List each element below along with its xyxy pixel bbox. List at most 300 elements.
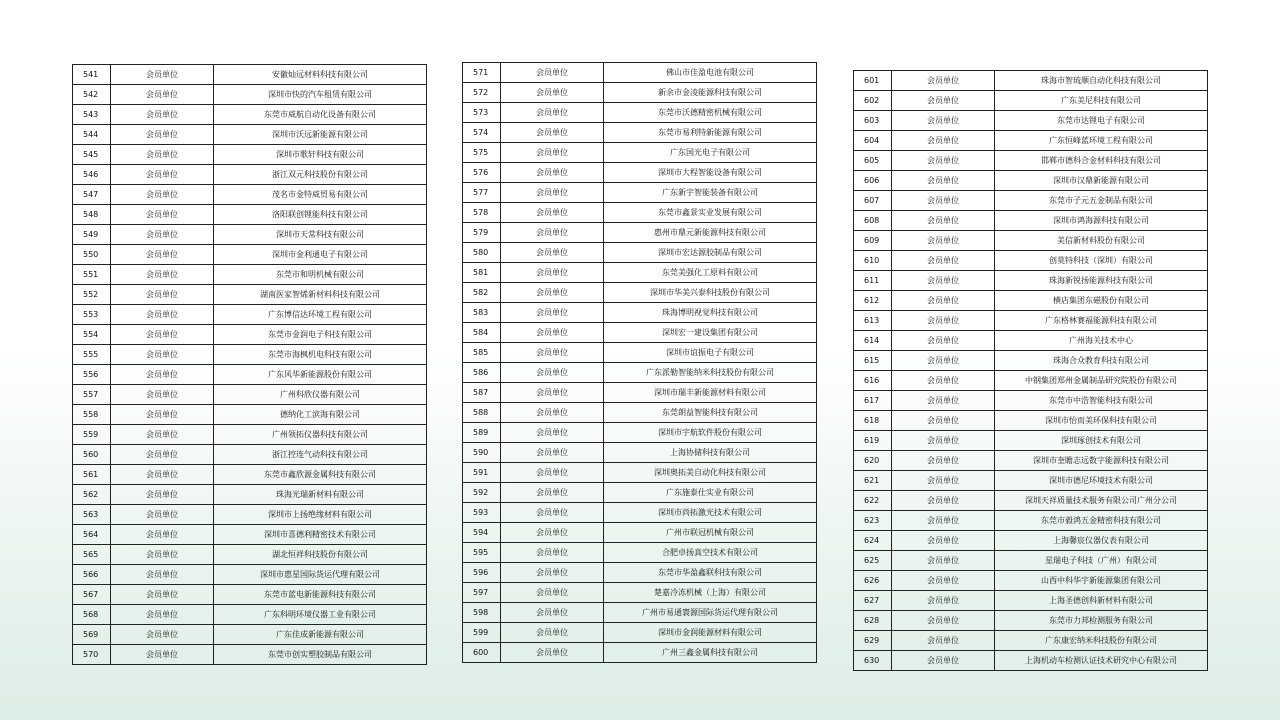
table-row	[73, 325, 427, 345]
table-row	[463, 363, 817, 383]
member-category: 会员单位	[892, 611, 995, 631]
row-number: 599	[463, 623, 501, 643]
company-name: 广东施泰仕实业有限公司	[604, 483, 817, 503]
company-name: 深圳市怡而美环保科技有限公司	[995, 411, 1208, 431]
member-category: 会员单位	[892, 331, 995, 351]
member-category: 会员单位	[892, 391, 995, 411]
row-number: 566	[73, 565, 111, 585]
company-name: 东莞市创实塑胶制品有限公司	[214, 645, 427, 665]
row-number: 590	[463, 443, 501, 463]
member-category: 会员单位	[501, 523, 604, 543]
company-name: 广州海关技术中心	[995, 331, 1208, 351]
company-name: 横店集团东磁股份有限公司	[995, 291, 1208, 311]
member-category: 会员单位	[892, 71, 995, 91]
table-row	[73, 505, 427, 525]
member-category: 会员单位	[111, 65, 214, 85]
company-name: 东莞美强化工原料有限公司	[604, 263, 817, 283]
member-category: 会员单位	[501, 643, 604, 663]
company-name: 广东恒峰蓝环境工程有限公司	[995, 131, 1208, 151]
company-name: 安徽灿远材料科技有限公司	[214, 65, 427, 85]
table-row	[463, 323, 817, 343]
member-category: 会员单位	[111, 165, 214, 185]
company-name: 深圳市金利通电子有限公司	[214, 245, 427, 265]
member-table-1	[72, 64, 427, 665]
member-category: 会员单位	[111, 365, 214, 385]
company-name: 德纳化工滨海有限公司	[214, 405, 427, 425]
member-category: 会员单位	[892, 91, 995, 111]
company-name: 珠海新锐扬能源科技有限公司	[995, 271, 1208, 291]
company-name: 广东新宇智能装备有限公司	[604, 183, 817, 203]
row-number: 563	[73, 505, 111, 525]
member-category: 会员单位	[501, 243, 604, 263]
company-name: 广州科欣仪器有限公司	[214, 385, 427, 405]
row-number: 627	[854, 591, 892, 611]
row-number: 576	[463, 163, 501, 183]
row-number: 630	[854, 651, 892, 671]
company-name: 东莞市和明机械有限公司	[214, 265, 427, 285]
member-category: 会员单位	[111, 385, 214, 405]
member-category: 会员单位	[111, 565, 214, 585]
table-row	[463, 223, 817, 243]
company-name: 深圳宏一建设集团有限公司	[604, 323, 817, 343]
company-name: 广东格林赛福能源科技有限公司	[995, 311, 1208, 331]
member-category: 会员单位	[501, 603, 604, 623]
company-name: 广州领拓仪器科技有限公司	[214, 425, 427, 445]
company-name: 浙江控连气动科技有限公司	[214, 445, 427, 465]
row-number: 582	[463, 283, 501, 303]
row-number: 584	[463, 323, 501, 343]
company-name: 上海协储科技有限公司	[604, 443, 817, 463]
company-name: 深圳市上扬绝缘材料有限公司	[214, 505, 427, 525]
table-row	[854, 651, 1208, 671]
member-category: 会员单位	[111, 545, 214, 565]
company-name: 东莞市力邦检测服务有限公司	[995, 611, 1208, 631]
row-number: 559	[73, 425, 111, 445]
member-category: 会员单位	[892, 111, 995, 131]
company-name: 深圳市德尼环境技术有限公司	[995, 471, 1208, 491]
member-category: 会员单位	[892, 151, 995, 171]
member-category: 会员单位	[892, 451, 995, 471]
company-name: 广州市易通寰源国际货运代理有限公司	[604, 603, 817, 623]
table-row	[854, 591, 1208, 611]
row-number: 586	[463, 363, 501, 383]
member-category: 会员单位	[892, 251, 995, 271]
member-category: 会员单位	[501, 623, 604, 643]
company-name: 广东科明环境仪器工业有限公司	[214, 605, 427, 625]
table-row	[73, 85, 427, 105]
company-name: 东莞市华盈鑫联科技有限公司	[604, 563, 817, 583]
row-number: 552	[73, 285, 111, 305]
member-category: 会员单位	[892, 371, 995, 391]
member-category: 会员单位	[111, 205, 214, 225]
member-category: 会员单位	[501, 63, 604, 83]
table-row	[854, 511, 1208, 531]
table-row	[463, 423, 817, 443]
table-row	[73, 425, 427, 445]
row-number: 558	[73, 405, 111, 425]
member-category: 会员单位	[892, 431, 995, 451]
company-name: 浙江双元科技股份有限公司	[214, 165, 427, 185]
row-number: 547	[73, 185, 111, 205]
company-name: 惠州市鼎元新能源科技有限公司	[604, 223, 817, 243]
company-name: 山西中科华宇新能源集团有限公司	[995, 571, 1208, 591]
member-category: 会员单位	[111, 525, 214, 545]
company-name: 深圳市奎瞻志远数字能源科技有限公司	[995, 451, 1208, 471]
table-row	[854, 471, 1208, 491]
table-row	[463, 463, 817, 483]
row-number: 603	[854, 111, 892, 131]
table-row	[73, 165, 427, 185]
table-row	[463, 303, 817, 323]
member-category: 会员单位	[501, 123, 604, 143]
member-category: 会员单位	[892, 411, 995, 431]
table-row	[463, 383, 817, 403]
row-number: 610	[854, 251, 892, 271]
member-category: 会员单位	[111, 145, 214, 165]
table-row	[463, 243, 817, 263]
table-row	[854, 71, 1208, 91]
company-name: 深圳天祥质量技术服务有限公司广州分公司	[995, 491, 1208, 511]
company-name: 东莞市子元五金制品有限公司	[995, 191, 1208, 211]
row-number: 595	[463, 543, 501, 563]
company-name: 深圳市喜德利精密技术有限公司	[214, 525, 427, 545]
member-category: 会员单位	[111, 465, 214, 485]
row-number: 598	[463, 603, 501, 623]
row-number: 561	[73, 465, 111, 485]
row-number: 625	[854, 551, 892, 571]
member-category: 会员单位	[501, 563, 604, 583]
member-category: 会员单位	[892, 531, 995, 551]
member-category: 会员单位	[501, 423, 604, 443]
member-category: 会员单位	[501, 463, 604, 483]
member-category: 会员单位	[111, 505, 214, 525]
table-row	[463, 543, 817, 563]
company-name: 广东风华新能源股份有限公司	[214, 365, 427, 385]
company-name: 珠海博明视觉科技有限公司	[604, 303, 817, 323]
table-row	[73, 585, 427, 605]
row-number: 571	[463, 63, 501, 83]
row-number: 601	[854, 71, 892, 91]
member-category: 会员单位	[111, 85, 214, 105]
table-row	[854, 571, 1208, 591]
table-row	[463, 643, 817, 663]
member-category: 会员单位	[892, 351, 995, 371]
company-name: 东莞市鑫欣源金属科技有限公司	[214, 465, 427, 485]
company-name: 东莞市毅鸿五金精密科技有限公司	[995, 511, 1208, 531]
member-table-3	[853, 70, 1208, 671]
company-name: 深圳市天常科技有限公司	[214, 225, 427, 245]
member-category: 会员单位	[111, 285, 214, 305]
row-number: 551	[73, 265, 111, 285]
member-category: 会员单位	[892, 271, 995, 291]
company-name: 广东康宏纳米科技股份有限公司	[995, 631, 1208, 651]
table-row	[463, 123, 817, 143]
member-category: 会员单位	[501, 503, 604, 523]
row-number: 588	[463, 403, 501, 423]
member-category: 会员单位	[111, 605, 214, 625]
table-row	[73, 625, 427, 645]
company-name: 东莞朗益智能科技有限公司	[604, 403, 817, 423]
member-table-3-body	[854, 71, 1208, 671]
row-number: 573	[463, 103, 501, 123]
member-category: 会员单位	[892, 471, 995, 491]
table-row	[463, 203, 817, 223]
company-name: 广东派勒智能纳米科技股份有限公司	[604, 363, 817, 383]
member-category: 会员单位	[892, 631, 995, 651]
row-number: 579	[463, 223, 501, 243]
table-row	[73, 485, 427, 505]
table-row	[73, 125, 427, 145]
member-category: 会员单位	[501, 543, 604, 563]
company-name: 深圳市华美兴泰科技股份有限公司	[604, 283, 817, 303]
company-name: 茂名市金特威贸易有限公司	[214, 185, 427, 205]
company-name: 佛山市佳盈电池有限公司	[604, 63, 817, 83]
company-name: 深圳市惠星国际货运代理有限公司	[214, 565, 427, 585]
company-name: 广东佳成新能源有限公司	[214, 625, 427, 645]
member-category: 会员单位	[501, 383, 604, 403]
company-name: 东莞市威航自动化设备有限公司	[214, 105, 427, 125]
table-row	[854, 251, 1208, 271]
table-row	[463, 523, 817, 543]
company-name: 深圳琢创技术有限公司	[995, 431, 1208, 451]
table-row	[854, 391, 1208, 411]
company-name: 珠海市智琉顺自动化科技有限公司	[995, 71, 1208, 91]
member-category: 会员单位	[892, 171, 995, 191]
row-number: 621	[854, 471, 892, 491]
table-row	[73, 545, 427, 565]
table-row	[73, 525, 427, 545]
row-number: 557	[73, 385, 111, 405]
company-name: 中钢集团郑州金属制品研究院股份有限公司	[995, 371, 1208, 391]
row-number: 596	[463, 563, 501, 583]
company-name: 星瑞电子科技（广州）有限公司	[995, 551, 1208, 571]
member-category: 会员单位	[892, 291, 995, 311]
company-name: 广州三鑫金属科技有限公司	[604, 643, 817, 663]
company-name: 东莞市鑫景实业发展有限公司	[604, 203, 817, 223]
table-row	[73, 185, 427, 205]
table-row	[854, 151, 1208, 171]
company-name: 深圳奥拓美自动化科技有限公司	[604, 463, 817, 483]
member-category: 会员单位	[111, 245, 214, 265]
company-name: 东莞市达锂电子有限公司	[995, 111, 1208, 131]
company-name: 深圳市大程智能设备有限公司	[604, 163, 817, 183]
row-number: 604	[854, 131, 892, 151]
row-number: 620	[854, 451, 892, 471]
member-category: 会员单位	[501, 103, 604, 123]
table-row	[463, 403, 817, 423]
table-row	[463, 163, 817, 183]
table-row	[73, 405, 427, 425]
table-row	[73, 105, 427, 125]
company-name: 东莞市蓝电新能源科技有限公司	[214, 585, 427, 605]
table-row	[463, 603, 817, 623]
row-number: 554	[73, 325, 111, 345]
company-name: 东莞市沃德精密机械有限公司	[604, 103, 817, 123]
member-category: 会员单位	[501, 203, 604, 223]
table-row	[73, 205, 427, 225]
company-name: 合肥卓扬真空技术有限公司	[604, 543, 817, 563]
member-category: 会员单位	[111, 425, 214, 445]
member-category: 会员单位	[892, 491, 995, 511]
row-number: 542	[73, 85, 111, 105]
company-name: 东莞市中浩智能科技有限公司	[995, 391, 1208, 411]
company-name: 深圳市鸿海源科技有限公司	[995, 211, 1208, 231]
table-row	[73, 605, 427, 625]
member-category: 会员单位	[892, 191, 995, 211]
row-number: 580	[463, 243, 501, 263]
company-name: 深圳市宏达源胶制品有限公司	[604, 243, 817, 263]
table-row	[463, 143, 817, 163]
member-table-2	[462, 62, 817, 663]
company-name: 洛阳联创锂能科技有限公司	[214, 205, 427, 225]
row-number: 564	[73, 525, 111, 545]
table-row	[73, 305, 427, 325]
row-number: 560	[73, 445, 111, 465]
member-category: 会员单位	[501, 263, 604, 283]
table-row	[854, 451, 1208, 471]
row-number: 544	[73, 125, 111, 145]
company-name: 深圳市金润能源材料有限公司	[604, 623, 817, 643]
member-category: 会员单位	[111, 645, 214, 665]
company-name: 广东国光电子有限公司	[604, 143, 817, 163]
row-number: 592	[463, 483, 501, 503]
row-number: 570	[73, 645, 111, 665]
company-name: 广东博信达环境工程有限公司	[214, 305, 427, 325]
table-row	[854, 491, 1208, 511]
table-row	[463, 483, 817, 503]
company-name: 东莞市金润电子科技有限公司	[214, 325, 427, 345]
row-number: 614	[854, 331, 892, 351]
member-category: 会员单位	[501, 303, 604, 323]
member-category: 会员单位	[501, 403, 604, 423]
table-row	[73, 445, 427, 465]
company-name: 深圳市宇航软件股份有限公司	[604, 423, 817, 443]
member-category: 会员单位	[892, 211, 995, 231]
row-number: 594	[463, 523, 501, 543]
table-row	[463, 263, 817, 283]
member-category: 会员单位	[111, 585, 214, 605]
member-category: 会员单位	[111, 265, 214, 285]
table-row	[73, 565, 427, 585]
row-number: 574	[463, 123, 501, 143]
table-row	[73, 245, 427, 265]
member-category: 会员单位	[501, 583, 604, 603]
row-number: 545	[73, 145, 111, 165]
company-name: 湖南医家智烯新材料科技有限公司	[214, 285, 427, 305]
member-category: 会员单位	[111, 125, 214, 145]
company-name: 深圳市谊振电子有限公司	[604, 343, 817, 363]
member-category: 会员单位	[111, 405, 214, 425]
company-name: 东莞市海枫机电科技有限公司	[214, 345, 427, 365]
member-category: 会员单位	[892, 131, 995, 151]
member-category: 会员单位	[501, 283, 604, 303]
row-number: 587	[463, 383, 501, 403]
company-name: 东莞市易利特新能源有限公司	[604, 123, 817, 143]
table-row	[854, 111, 1208, 131]
table-row	[854, 331, 1208, 351]
table-row	[73, 465, 427, 485]
row-number: 562	[73, 485, 111, 505]
company-name: 深圳市沃远新能源有限公司	[214, 125, 427, 145]
member-category: 会员单位	[111, 485, 214, 505]
table-row	[463, 283, 817, 303]
member-category: 会员单位	[501, 143, 604, 163]
table-row	[854, 91, 1208, 111]
member-category: 会员单位	[111, 305, 214, 325]
table-row	[854, 131, 1208, 151]
row-number: 617	[854, 391, 892, 411]
row-number: 606	[854, 171, 892, 191]
company-name: 创莫特科技（深圳）有限公司	[995, 251, 1208, 271]
member-category: 会员单位	[892, 511, 995, 531]
row-number: 556	[73, 365, 111, 385]
member-category: 会员单位	[111, 185, 214, 205]
member-category: 会员单位	[501, 343, 604, 363]
row-number: 567	[73, 585, 111, 605]
table-row	[73, 285, 427, 305]
row-number: 609	[854, 231, 892, 251]
company-name: 珠海光瑞新材料有限公司	[214, 485, 427, 505]
company-name: 深圳市尚拓激光技术有限公司	[604, 503, 817, 523]
table-row	[854, 311, 1208, 331]
member-category: 会员单位	[111, 345, 214, 365]
row-number: 611	[854, 271, 892, 291]
table-row	[463, 583, 817, 603]
company-name: 深圳市瑞丰新能源材料有限公司	[604, 383, 817, 403]
row-number: 615	[854, 351, 892, 371]
table-row	[463, 183, 817, 203]
row-number: 565	[73, 545, 111, 565]
member-category: 会员单位	[111, 105, 214, 125]
row-number: 548	[73, 205, 111, 225]
table-row	[73, 345, 427, 365]
table-row	[854, 531, 1208, 551]
row-number: 628	[854, 611, 892, 631]
row-number: 619	[854, 431, 892, 451]
member-category: 会员单位	[111, 625, 214, 645]
row-number: 569	[73, 625, 111, 645]
row-number: 605	[854, 151, 892, 171]
row-number: 583	[463, 303, 501, 323]
row-number: 585	[463, 343, 501, 363]
member-category: 会员单位	[501, 323, 604, 343]
row-number: 629	[854, 631, 892, 651]
company-name: 深圳市歌轩科技有限公司	[214, 145, 427, 165]
row-number: 553	[73, 305, 111, 325]
table-row	[854, 171, 1208, 191]
row-number: 602	[854, 91, 892, 111]
member-category: 会员单位	[501, 443, 604, 463]
member-table-2-body	[463, 63, 817, 663]
row-number: 622	[854, 491, 892, 511]
table-row	[854, 351, 1208, 371]
table-row	[73, 145, 427, 165]
member-category: 会员单位	[892, 231, 995, 251]
company-name: 珠海合众教育科技有限公司	[995, 351, 1208, 371]
table-row	[463, 503, 817, 523]
row-number: 549	[73, 225, 111, 245]
table-row	[854, 271, 1208, 291]
row-number: 626	[854, 571, 892, 591]
row-number: 581	[463, 263, 501, 283]
company-name: 新余市金凌能源科技有限公司	[604, 83, 817, 103]
table-row	[463, 623, 817, 643]
member-category: 会员单位	[892, 551, 995, 571]
table-row	[463, 83, 817, 103]
row-number: 607	[854, 191, 892, 211]
row-number: 618	[854, 411, 892, 431]
row-number: 546	[73, 165, 111, 185]
